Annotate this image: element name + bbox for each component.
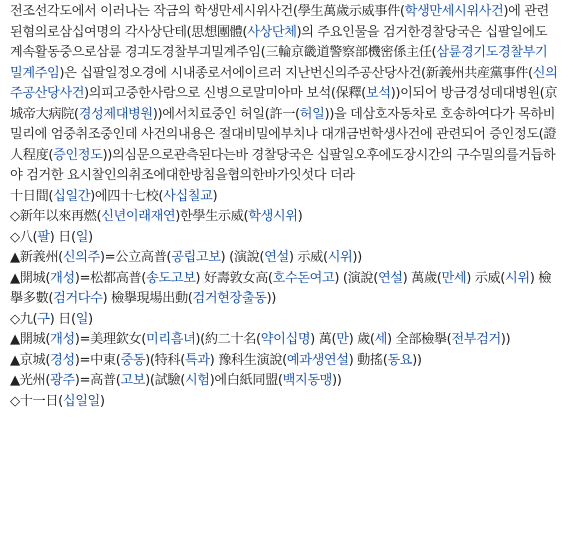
hangul-reading-link[interactable]: 신의주공산당사건 [10, 65, 558, 101]
text-segment: ) 豫科生演說( [209, 352, 287, 368]
paragraph-headline [10, 187, 559, 208]
hangul-reading-link[interactable]: 송도고보 [146, 270, 196, 286]
hangul-reading-link[interactable]: 허일 [299, 106, 325, 122]
paragraph-subhead [10, 207, 559, 228]
hangul-reading-link[interactable]: 구 [37, 311, 50, 327]
hangul-reading-link[interactable]: 삼륜경기도경찰부기밀계주임 [10, 45, 548, 81]
hangul-reading-link[interactable]: 만세 [441, 270, 467, 286]
hangul-reading-link[interactable]: 미리흠녀 [146, 332, 196, 347]
text-segment: )=美理欽女( [74, 332, 147, 347]
hangul-reading-link[interactable]: 신의주 [62, 250, 100, 265]
text-segment: ) 日( [49, 229, 76, 245]
text-segment: ) 示威( [466, 270, 506, 286]
hangul-reading-link[interactable]: 사십칠교 [163, 188, 213, 204]
text-segment: ) 日( [49, 311, 76, 327]
text-segment: ) 示威( [288, 250, 328, 265]
paragraph-kyongsong [10, 351, 559, 372]
text-segment: ) [297, 209, 303, 224]
text-segment: ◇新年以來再燃( [10, 209, 102, 224]
hangul-reading-link[interactable]: 검거다수 [53, 291, 103, 306]
hangul-reading-link[interactable]: 사상단체 [247, 24, 297, 40]
text-segment: ) 萬歲( [402, 270, 442, 286]
text-segment: ▲京城( [10, 352, 51, 368]
text-segment: )한學生示威( [175, 209, 249, 224]
text-segment: )(特科( [145, 352, 185, 368]
paragraph-intro [10, 2, 559, 187]
paragraph-date-9 [10, 310, 559, 331]
hangul-reading-link[interactable]: 개성 [50, 270, 75, 286]
text-segment: )(約二十名( [195, 332, 261, 347]
paragraph-sinuiju [10, 248, 559, 269]
text-segment: ))을 데삼호자동차로 호송하여다가 목하비밀리에 엄중취조중인데 사건의내용은 절대비밀에부치나 대개금번학생사건에 관련되어 증인정도(證人程度( [10, 106, 557, 163]
hangul-reading-link[interactable]: 팔 [37, 229, 50, 245]
text-segment: ▲開城( [10, 270, 51, 286]
paragraph-kaesong-2 [10, 330, 559, 351]
text-segment: ) 動搖( [348, 352, 388, 368]
hangul-reading-link[interactable]: 호수돈여고 [272, 270, 335, 286]
hangul-reading-link[interactable]: 학생시위 [248, 209, 298, 224]
text-segment: )의 주요인물을 검거한경찰당국은 십팔일에도 계속활동중으로삼륜 경긔도경찰부긔밀계주임(三輪京畿道警察部機密係主任( [10, 24, 548, 60]
hangul-reading-link[interactable]: 만 [336, 332, 349, 347]
hangul-reading-link[interactable]: 전부검거 [451, 332, 501, 347]
text-segment: ) (演說( [334, 270, 378, 286]
text-segment: )) [266, 291, 277, 306]
hangul-reading-link[interactable]: 학생만세시위사건 [404, 4, 504, 19]
text-segment: )에四十七校( [90, 188, 164, 204]
text-segment: ) 檢擧現場出動( [102, 291, 193, 306]
hangul-reading-link[interactable]: 십일간 [53, 188, 91, 204]
hangul-reading-link[interactable]: 약이십명 [260, 332, 311, 347]
hangul-reading-link[interactable]: 중동 [120, 352, 146, 368]
paragraph-date-11 [10, 392, 559, 413]
hangul-reading-link[interactable]: 광주 [50, 373, 75, 388]
text-segment: )) [332, 373, 342, 388]
text-segment: )=高普( [74, 373, 121, 388]
text-segment: ◇八( [10, 229, 38, 245]
hangul-reading-link[interactable]: 고보 [120, 373, 146, 388]
text-segment: ) [99, 393, 105, 409]
text-segment: ) (演說( [220, 250, 265, 265]
hangul-reading-link[interactable]: 세 [374, 332, 387, 347]
text-segment: ) 全部檢擧( [387, 332, 452, 347]
text-segment: )에 관련된혐의로삼십여명의 각사상단테(思想團體( [10, 4, 549, 40]
text-segment: )=中東( [74, 352, 121, 368]
text-segment: )은 십팔일정오경에 시내종로서에이르러 지난번신의주공산당사건(新義州共産黨事件( [59, 65, 533, 81]
text-segment: 十日間( [10, 188, 54, 204]
hangul-reading-link[interactable]: 경성제대병원 [78, 106, 153, 122]
text-segment: ) 歲( [348, 332, 375, 347]
text-segment: ▲開城( [10, 332, 51, 347]
text-segment: ) [88, 311, 93, 327]
text-segment: )) [412, 352, 422, 368]
paragraph-date-8 [10, 228, 559, 249]
text-segment: ) 萬( [310, 332, 337, 347]
text-segment: ) 好壽敦女高( [195, 270, 273, 286]
hangul-reading-link[interactable]: 십일일 [62, 393, 100, 409]
hangul-reading-link[interactable]: 연설 [264, 250, 289, 265]
hangul-reading-link[interactable]: 일 [75, 311, 89, 327]
hangul-reading-link[interactable]: 특과 [184, 352, 210, 368]
text-segment: ))의심문으로관측된다는바 경찰당국은 십팔일오후에도장시간의 구수밀의를거듭하야 검거한 요시찰인의취조에대한방침을협의한바가잇섯다 더라 [10, 147, 556, 183]
hangul-reading-link[interactable]: 경성 [50, 352, 75, 368]
hangul-reading-link[interactable]: 공립고보 [171, 250, 221, 265]
text-segment: )(試驗( [145, 373, 185, 388]
hangul-reading-link[interactable]: 시험 [184, 373, 210, 388]
text-segment: ▲新義州( [10, 250, 63, 265]
hangul-reading-link[interactable]: 개성 [50, 332, 75, 347]
paragraph-kwangju [10, 371, 559, 392]
text-segment: )) [352, 250, 362, 265]
text-segment: ))에서치료중인 허일(許一( [152, 106, 300, 122]
text-segment: )의피고중한사람으로 신병으로말미아마 보석(保釋( [84, 86, 366, 101]
hangul-reading-link[interactable]: 보석 [365, 86, 391, 101]
text-segment: ▲光州( [10, 373, 51, 388]
hangul-reading-link[interactable]: 백지동맹 [282, 373, 332, 388]
text-segment: 전조선각도에서 이러나는 작금의 학생만세시위사건(學生萬歲示威事件( [10, 4, 405, 19]
text-segment: ◇十一日( [10, 393, 63, 409]
text-segment: )에白紙同盟( [209, 373, 283, 388]
text-segment: )) [500, 332, 511, 347]
text-segment: ) [212, 188, 218, 204]
hangul-reading-link[interactable]: 연설 [377, 270, 403, 286]
text-segment: ))이되어 방금경성데대병원(京城帝大病院( [10, 86, 558, 122]
text-segment: )=松都高普( [74, 270, 147, 286]
hangul-reading-link[interactable]: 시위 [505, 270, 530, 286]
text-segment: ) 檢擧多數( [10, 270, 552, 306]
paragraph-kaesong-1 [10, 269, 559, 310]
hangul-reading-link[interactable]: 동요 [387, 352, 413, 368]
hangul-reading-link[interactable]: 신년이래재연 [101, 209, 176, 224]
hangul-reading-link[interactable]: 시위 [327, 250, 353, 265]
hangul-reading-link[interactable]: 검거현장출동 [192, 291, 267, 306]
text-segment: )=公立高普( [99, 250, 172, 265]
text-segment: ◇九( [10, 311, 38, 327]
hangul-reading-link[interactable]: 증인정도 [53, 147, 103, 163]
text-segment: ) [88, 229, 93, 245]
hangul-reading-link[interactable]: 일 [75, 229, 89, 245]
hangul-reading-link[interactable]: 예과생연설 [286, 352, 349, 368]
